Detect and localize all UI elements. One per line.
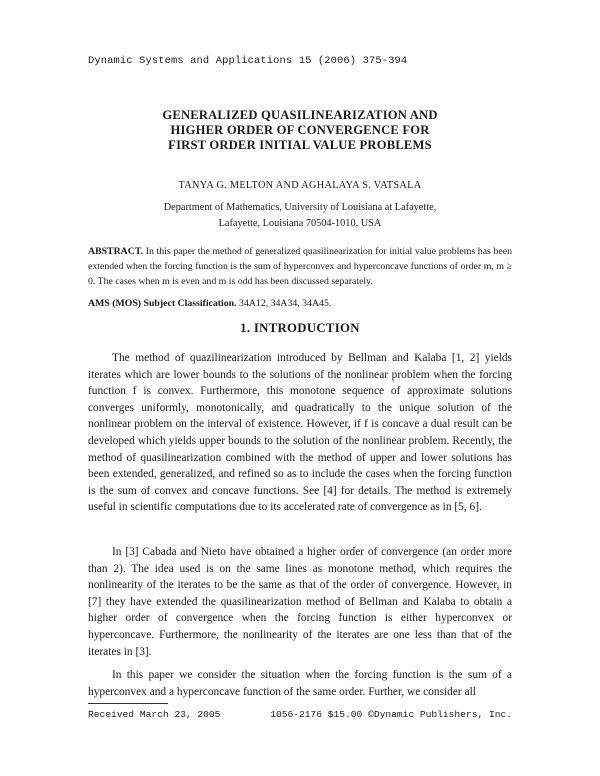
journal-header: Dynamic Systems and Applications 15 (2006) 375-394	[88, 55, 408, 67]
footnote-rule	[88, 703, 168, 704]
title-line-1: GENERALIZED QUASILINEARIZATION AND	[162, 108, 438, 122]
abstract	[88, 244, 512, 289]
affiliation-line-1: Department of Mathematics, University of Louisiana at Lafayette,	[163, 202, 437, 213]
authors: TANYA G. MELTON AND AGHALAYA S. VATSALA	[178, 180, 422, 191]
body-paragraph-1: The method of quazilinearization introduced by Bellman and Kalaba [1, 2] yields iterates which are lower bounds to the solutions of the nonlinear problem when the forcing function f is convex. Furthermore, this monotone sequence of approximate solutions converges uniformly, monotonically, and quadratically to the unique solution of the nonlinear problem on the interval of existence. However, if f is concave a dual result can be developed which yields upper bounds to the solution of the nonlinear problem. Recently, the method of quasilinearization combined with the method of upper and lower solutions has been extended, generalized, and refined so as to include the cases when the forcing function is the sum of convex and concave functions. See [4] for details. The method is extremely useful in scientific computations due to its accelerated rate of convergence as in [5, 6].	[88, 352, 512, 514]
received-date: Received March 23, 2005	[88, 709, 221, 720]
body-paragraph-2: In [3] Cabada and Nieto have obtained a higher order of convergence (an order more than 2). The idea used is on the same lines as monotone method, which requires the nonlinearity of the iterates to be the same as that of the order of convergence. However, in [7] they have extended the quasilinearization method of Bellman and Kalaba to obtain a higher order of convergence when the forcing function is either hyperconvex or hyperconcave. Furthermore, the nonlinearity of the iterates are one less than that of the iterates in [3].	[88, 546, 512, 658]
affiliation-line-2: Lafayette, Louisiana 70504-1010, USA	[218, 218, 382, 229]
abstract-label: ABSTRACT.	[88, 246, 144, 257]
subject-classification	[88, 296, 512, 311]
title-line-3: FIRST ORDER INITIAL VALUE PROBLEMS	[168, 138, 432, 152]
section-heading: 1. INTRODUCTION	[240, 321, 360, 335]
publisher-note: 1056-2176 $15.00 ©Dynamic Publishers, Inc.	[270, 709, 512, 720]
abstract-text: In this paper the method of generalized quasilinearization for initial value problems has been extended when the forcing function is the sum of hyperconvex and hyperconcave functions of order m, m ≥ 0. The cases when m is even and m is odd has been discussed separately.	[88, 246, 512, 287]
title-line-2: HIGHER ORDER OF CONVERGENCE FOR	[170, 123, 430, 137]
body-paragraph-3: In this paper we consider the situation when the forcing function is the sum of a hyperconvex and a hyperconcave function of the same order. Further, we consider all	[88, 669, 512, 698]
msc-label: AMS (MOS) Subject Classification.	[88, 298, 237, 309]
msc-codes: 34A12, 34A34, 34A45.	[239, 298, 332, 309]
paper-title	[0, 108, 600, 153]
